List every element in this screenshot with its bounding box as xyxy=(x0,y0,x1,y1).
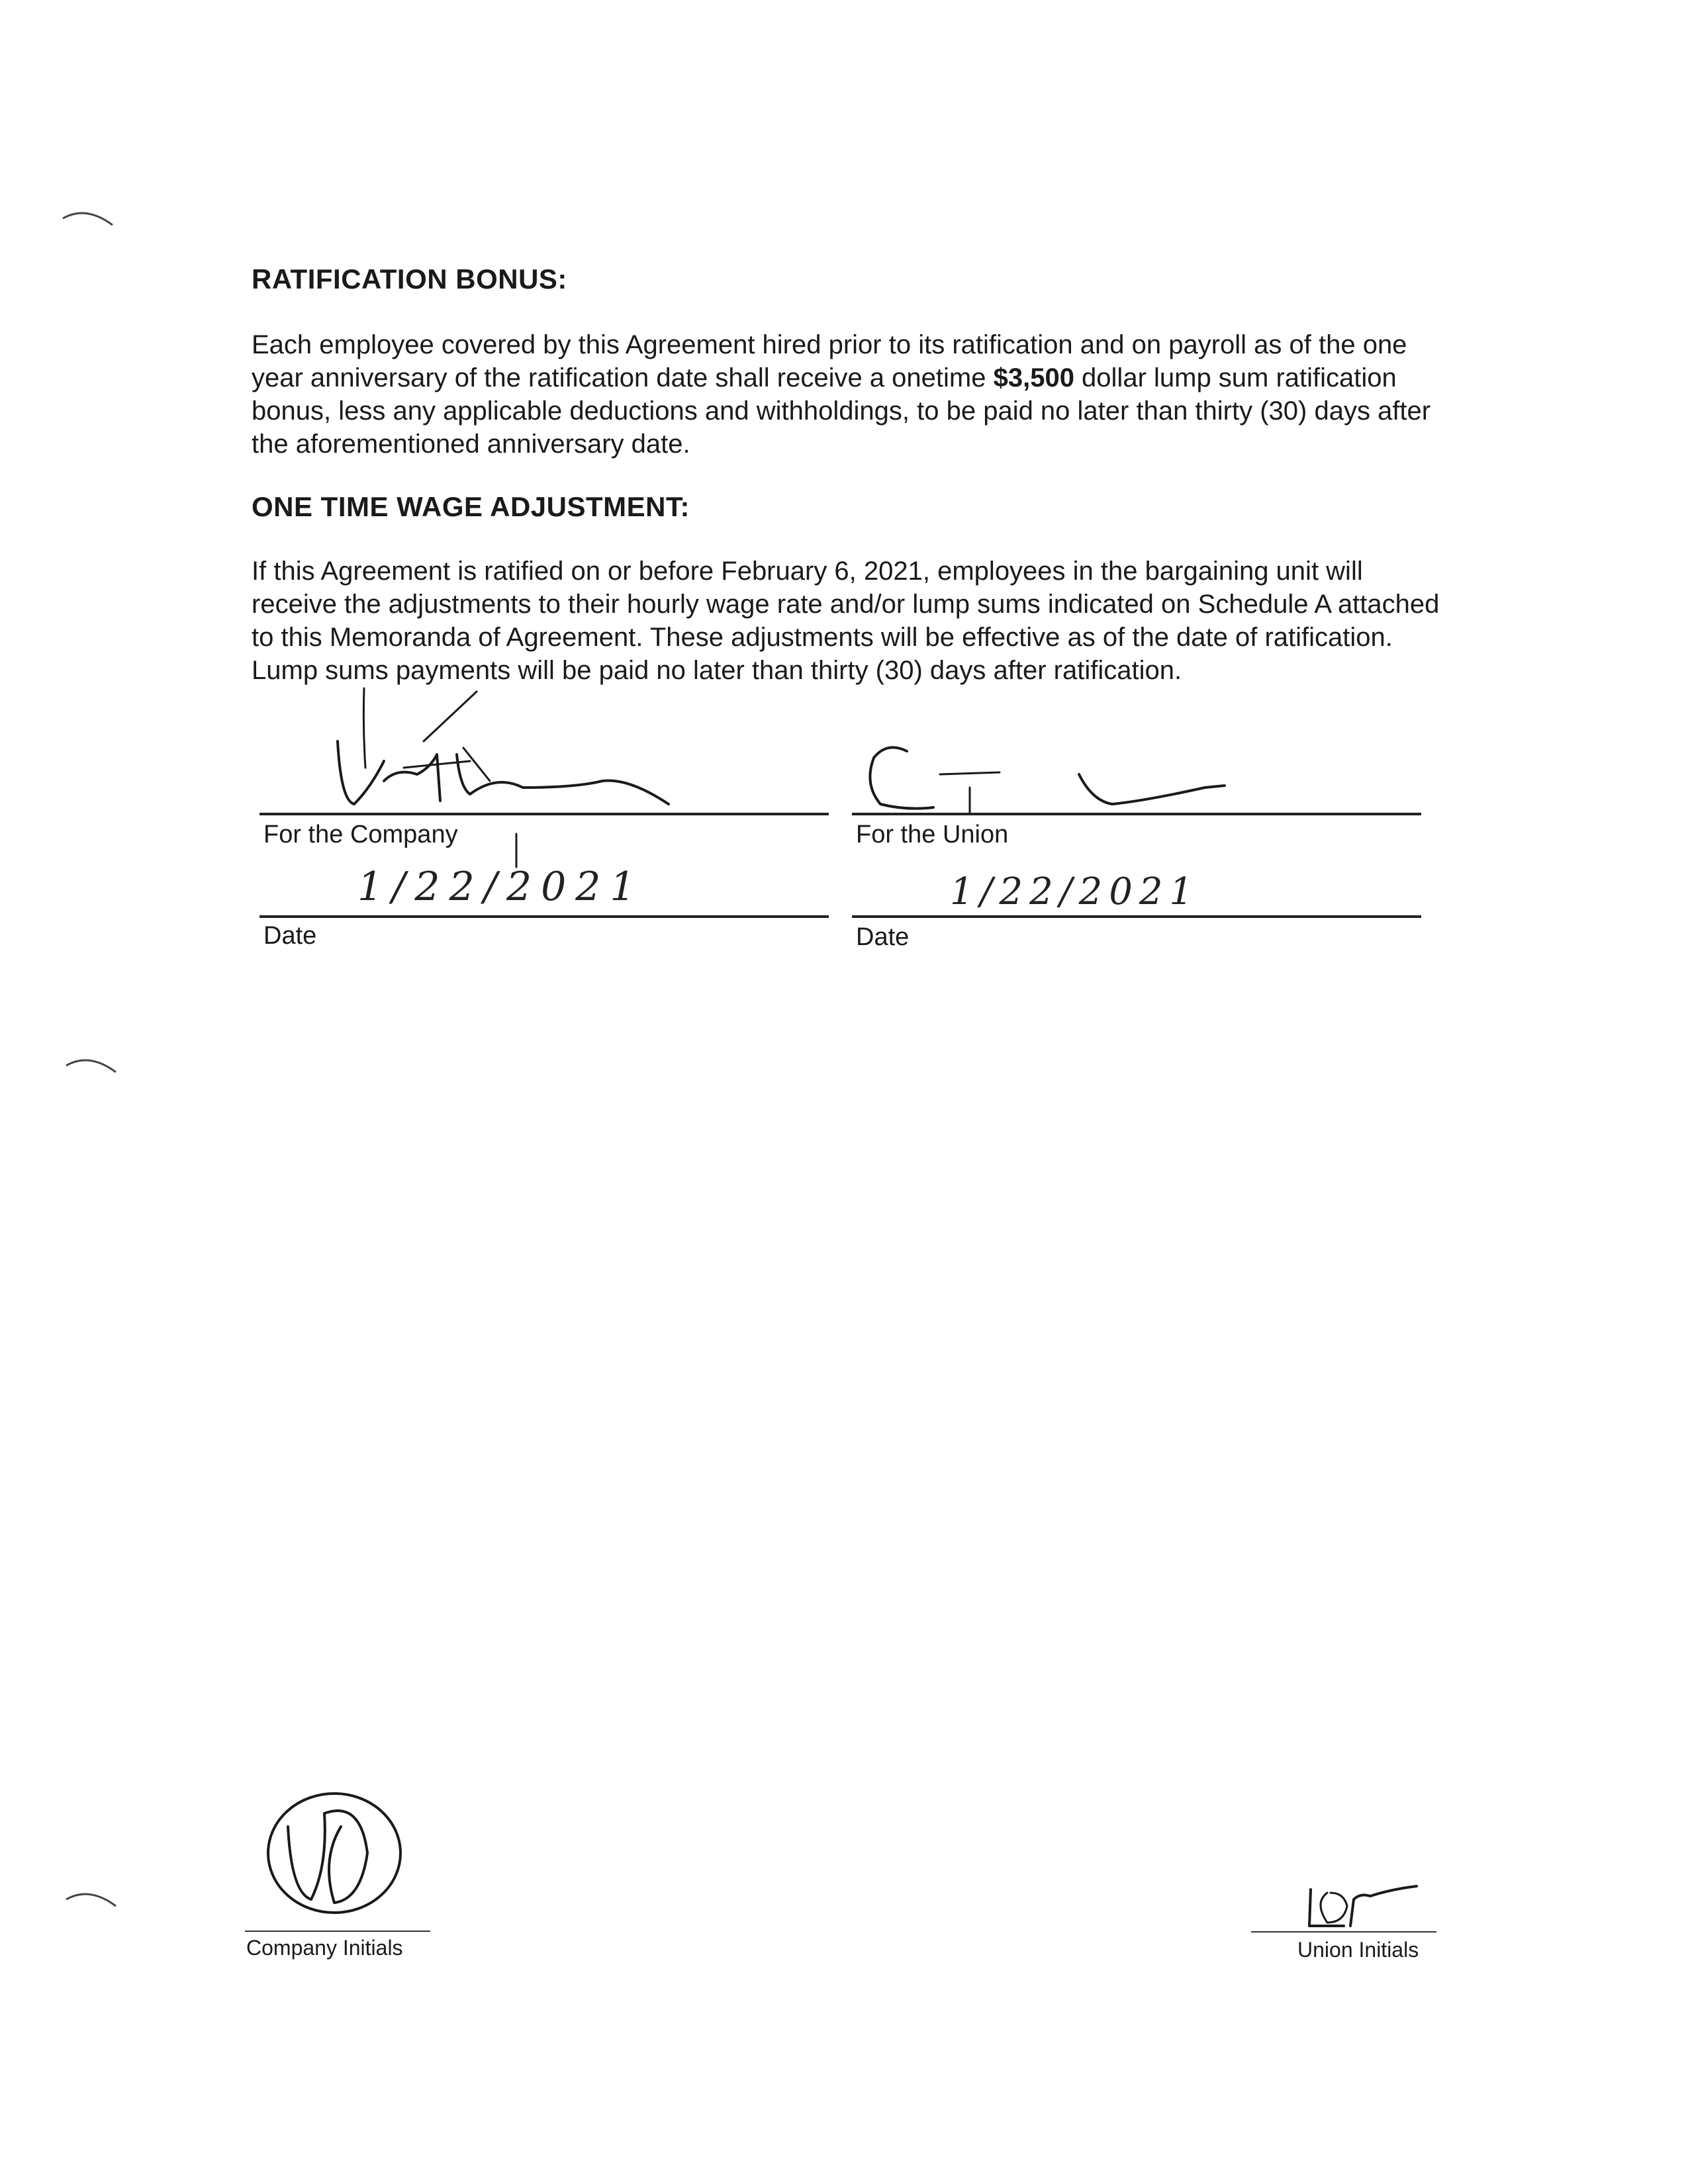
union-initials-line xyxy=(1251,1931,1436,1933)
union-date-line xyxy=(852,915,1421,918)
union-signature-line xyxy=(852,813,1421,815)
punch-hole-mark-bottom xyxy=(63,1880,122,1919)
bonus-amount: $3,500 xyxy=(993,363,1074,392)
ratification-text-after: dollar lump sum ratification bonus, less any applicable deductions and withholdings, to be paid no later than thirty (30) days after the aforementioned anniversary date. xyxy=(252,363,1431,459)
company-initials-handwritten xyxy=(261,1787,414,1919)
union-initials-label: Union Initials xyxy=(1297,1938,1419,1962)
ratification-heading: RATIFICATION BONUS: xyxy=(252,263,567,295)
company-signature xyxy=(324,688,695,821)
union-signature-label: For the Union xyxy=(856,821,1009,848)
company-date-line xyxy=(259,915,829,918)
ratification-text-before: Each employee covered by this Agreement hired prior to its ratification and on payroll as of the one year anniversary of the ratification date shall receive a onetime xyxy=(252,330,1407,392)
company-signature-line xyxy=(259,813,829,815)
punch-hole-mark-middle xyxy=(63,1046,122,1085)
union-initials-handwritten xyxy=(1297,1883,1430,1936)
punch-hole-mark-top xyxy=(60,199,119,238)
union-date-label: Date xyxy=(856,923,910,951)
wage-adjustment-text: If this Agreement is ratified on or before February 6, 2021, employees in the bargaining unit will receive the adjustments to their hourly wage rate and/or lump sums indicated on Schedule A attached to this Memoranda of Agreement. These adjustments will be effective as of the date of ratification. Lump sums payments will be paid no later than thirty (30) days after ratification. xyxy=(252,557,1440,685)
union-date-handwritten: 1/22/2021 xyxy=(950,870,1200,913)
company-date-label: Date xyxy=(263,922,317,950)
company-initials-label: Company Initials xyxy=(246,1936,403,1960)
company-signature-label: For the Company xyxy=(263,821,458,848)
company-date-handwritten: 1/22/2021 xyxy=(357,864,645,910)
ratification-paragraph xyxy=(252,328,1443,461)
union-signature xyxy=(861,738,1231,831)
wage-adjustment-paragraph xyxy=(252,555,1443,687)
wage-adjustment-heading: ONE TIME WAGE ADJUSTMENT: xyxy=(252,491,690,522)
company-initials-line xyxy=(245,1931,430,1932)
